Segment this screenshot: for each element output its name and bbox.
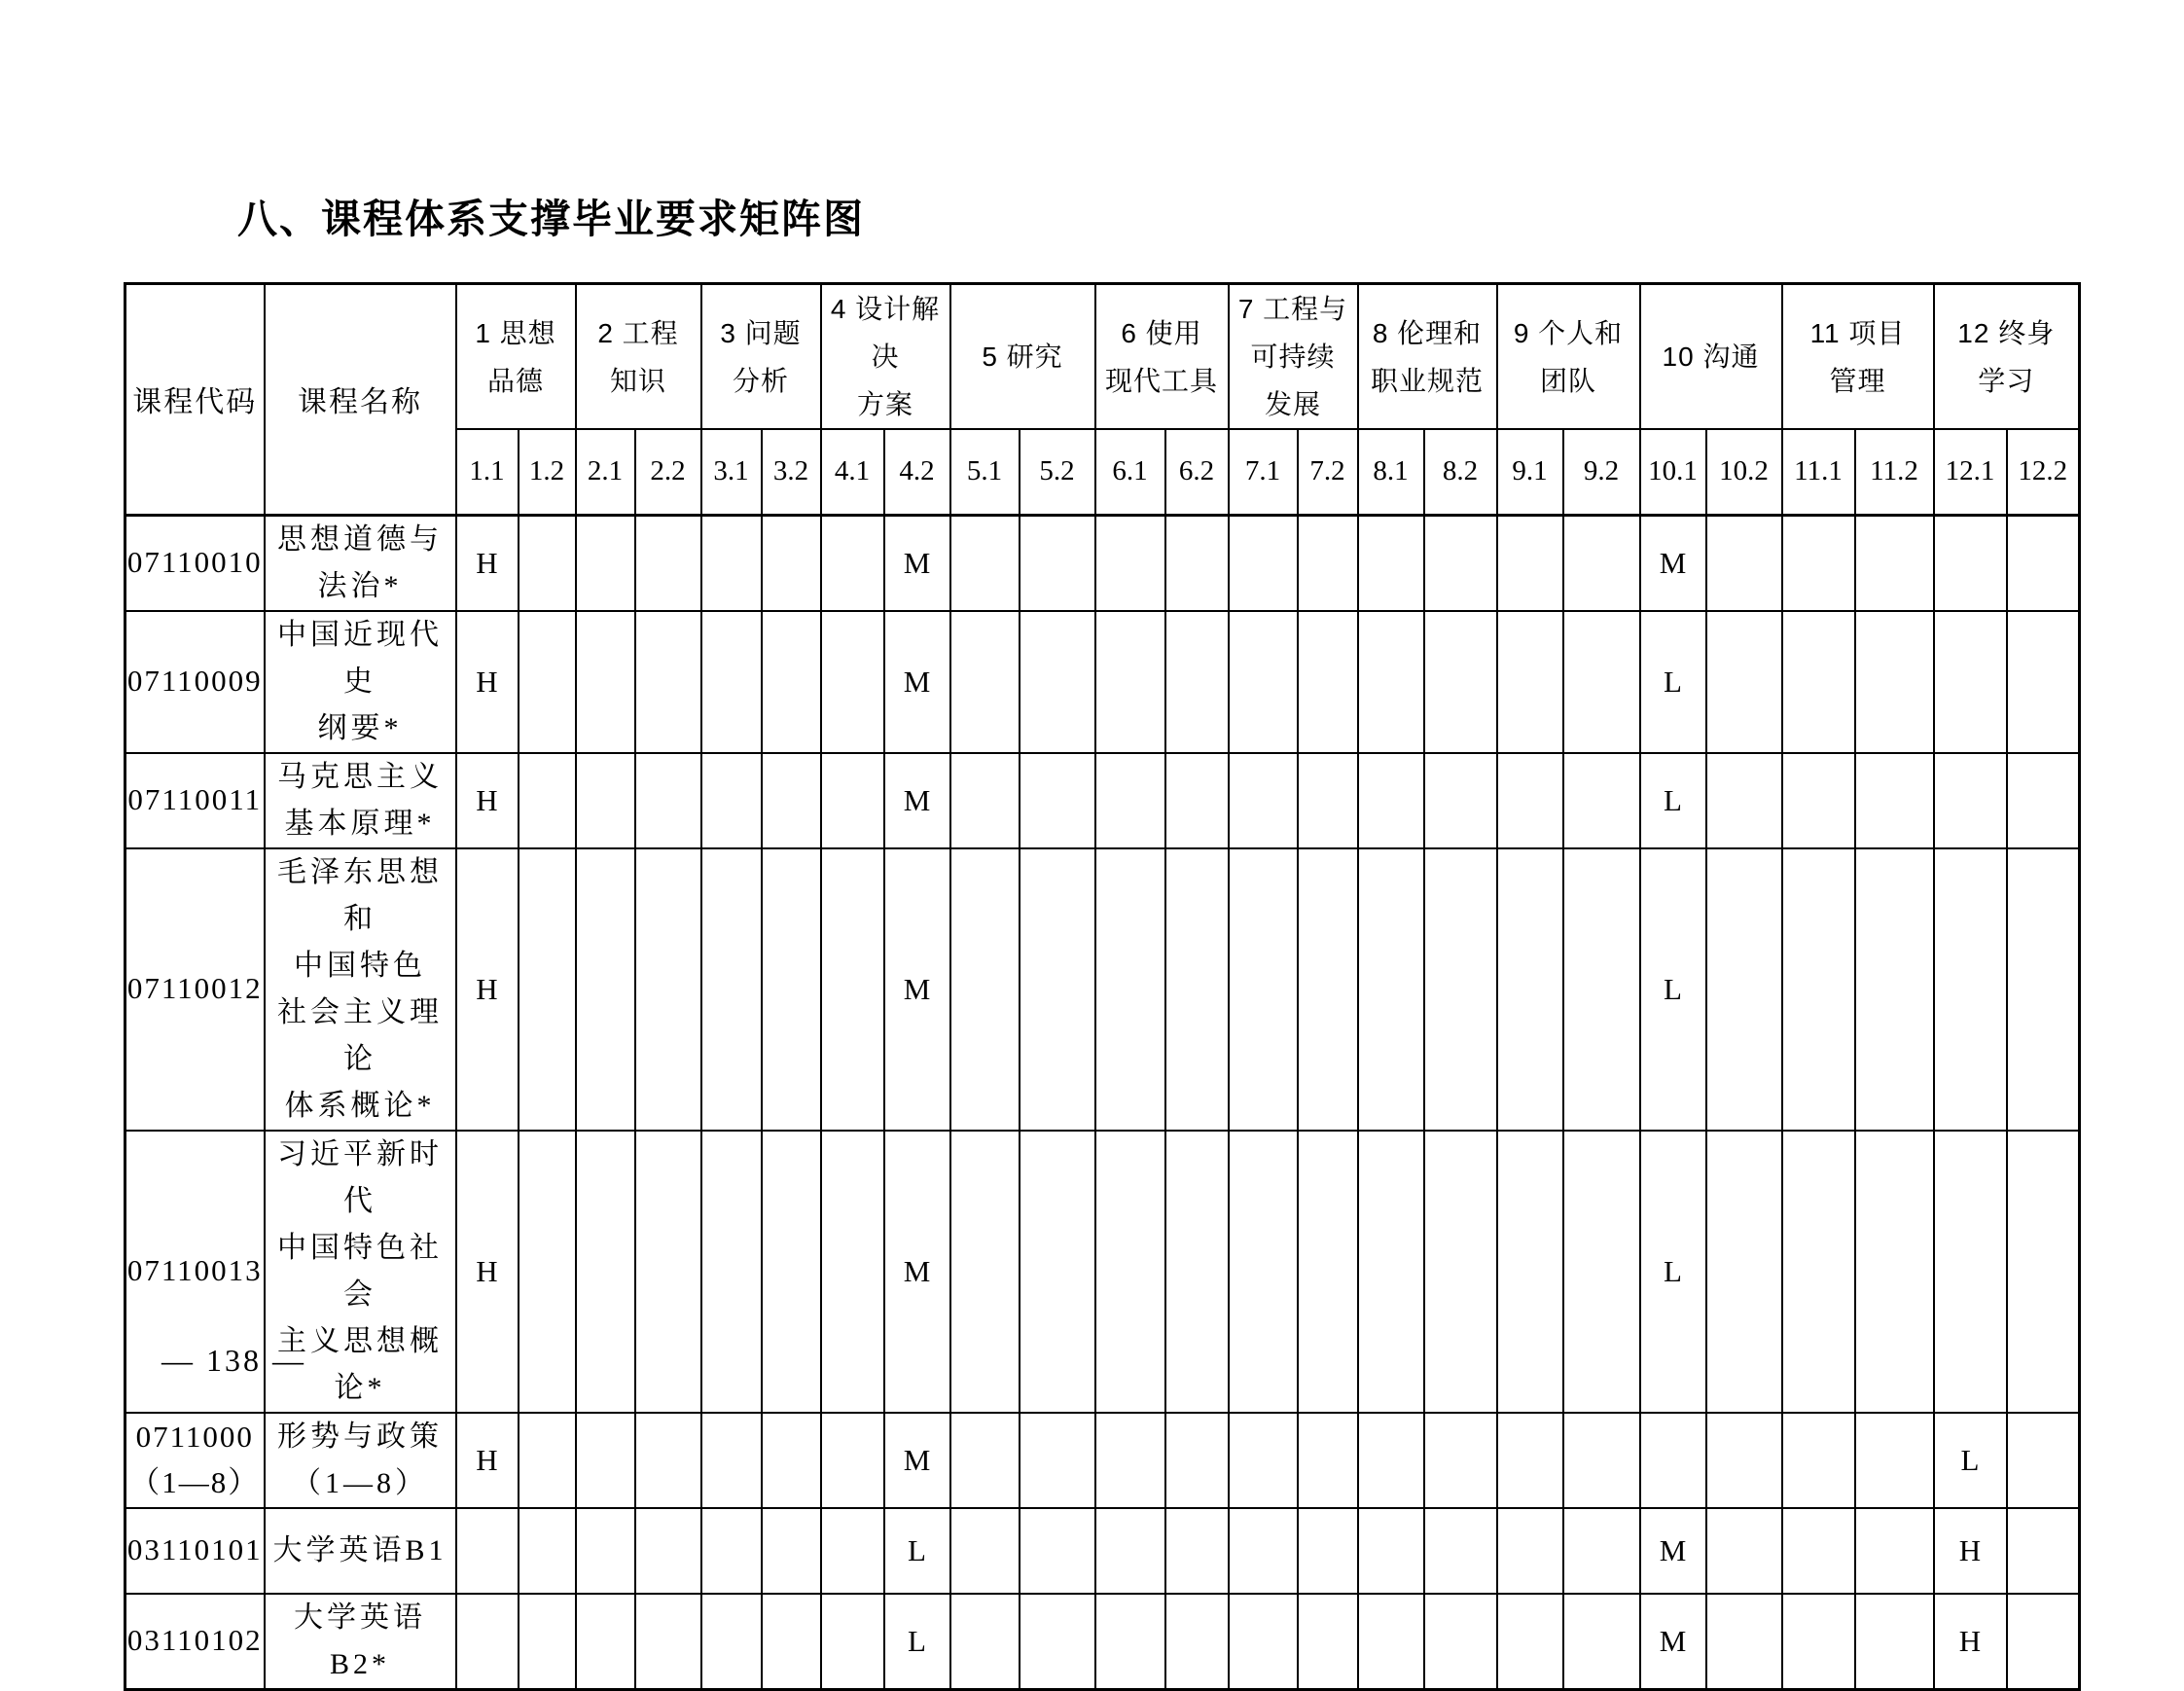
mark-cell-10.2: [1706, 1413, 1782, 1508]
group-header-11: 11 项目 管理: [1782, 284, 1934, 430]
mark-cell-5.1: [950, 753, 1020, 848]
mark-cell-3.1: [701, 611, 762, 753]
sub-header-12.1: 12.1: [1934, 429, 2007, 515]
sub-header-5.2: 5.2: [1020, 429, 1095, 515]
mark-cell-9.2: [1563, 1131, 1640, 1413]
mark-cell-10.2: [1706, 753, 1782, 848]
mark-cell-11.2: [1855, 1131, 1934, 1413]
mark-cell-6.2: [1165, 515, 1229, 611]
sub-header-2.1: 2.1: [576, 429, 635, 515]
course-name-cell: 中国近现代史 纲要*: [265, 611, 456, 753]
sub-header-1.1: 1.1: [456, 429, 519, 515]
mark-cell-6.1: [1095, 1413, 1165, 1508]
mark-cell-6.2: [1165, 1508, 1229, 1594]
mark-cell-4.2: M: [884, 753, 950, 848]
mark-cell-7.1: [1229, 1413, 1298, 1508]
course-row: [125, 1131, 2080, 1413]
course-code-header: 课程代码: [125, 284, 265, 516]
mark-cell-3.1: [701, 1131, 762, 1413]
course-name-header: 课程名称: [265, 284, 456, 516]
course-code-cell: 07110013: [125, 1131, 265, 1413]
course-code-cell: 03110101: [125, 1508, 265, 1594]
mark-cell-12.1: [1934, 611, 2007, 753]
group-header-10: 10 沟通: [1640, 284, 1782, 430]
mark-cell-12.2: [2007, 1413, 2080, 1508]
mark-cell-10.1: L: [1640, 848, 1706, 1131]
mark-cell-2.1: [576, 753, 635, 848]
course-row: [125, 1508, 2080, 1594]
mark-cell-12.1: H: [1934, 1508, 2007, 1594]
course-row: [125, 848, 2080, 1131]
mark-cell-2.1: [576, 1413, 635, 1508]
mark-cell-8.2: [1424, 753, 1497, 848]
mark-cell-2.1: [576, 1594, 635, 1690]
mark-cell-5.2: [1020, 1594, 1095, 1690]
mark-cell-9.1: [1497, 1413, 1563, 1508]
mark-cell-6.2: [1165, 611, 1229, 753]
mark-cell-8.1: [1358, 1131, 1424, 1413]
mark-cell-1.1: H: [456, 1131, 519, 1413]
mark-cell-8.2: [1424, 1413, 1497, 1508]
mark-cell-8.1: [1358, 1413, 1424, 1508]
course-name-cell: 毛泽东思想和 中国特色 社会主义理论 体系概论*: [265, 848, 456, 1131]
mark-cell-5.2: [1020, 1508, 1095, 1594]
mark-cell-4.2: M: [884, 1131, 950, 1413]
course-code-cell: 03110102: [125, 1594, 265, 1690]
sub-header-3.2: 3.2: [762, 429, 821, 515]
mark-cell-9.1: [1497, 1131, 1563, 1413]
mark-cell-11.1: [1782, 611, 1855, 753]
course-name-cell: 习近平新时代 中国特色社会 主义思想概论*: [265, 1131, 456, 1413]
mark-cell-11.2: [1855, 1594, 1934, 1690]
mark-cell-3.2: [762, 1131, 821, 1413]
mark-cell-10.1: [1640, 1413, 1706, 1508]
mark-cell-9.1: [1497, 1594, 1563, 1690]
mark-cell-10.2: [1706, 1131, 1782, 1413]
mark-cell-12.1: [1934, 1131, 2007, 1413]
mark-cell-7.2: [1298, 515, 1358, 611]
sub-header-8.2: 8.2: [1424, 429, 1497, 515]
mark-cell-1.1: [456, 1594, 519, 1690]
mark-cell-5.1: [950, 1508, 1020, 1594]
mark-cell-12.1: H: [1934, 1594, 2007, 1690]
mark-cell-3.2: [762, 753, 821, 848]
group-header-9: 9 个人和 团队: [1497, 284, 1640, 430]
mark-cell-1.2: [519, 611, 576, 753]
mark-cell-6.1: [1095, 515, 1165, 611]
mark-cell-7.1: [1229, 1131, 1298, 1413]
mark-cell-7.2: [1298, 753, 1358, 848]
mark-cell-7.1: [1229, 1508, 1298, 1594]
group-header-12: 12 终身 学习: [1934, 284, 2080, 430]
mark-cell-2.1: [576, 515, 635, 611]
mark-cell-3.2: [762, 1508, 821, 1594]
mark-cell-3.2: [762, 1594, 821, 1690]
sub-header-7.1: 7.1: [1229, 429, 1298, 515]
mark-cell-9.1: [1497, 1508, 1563, 1594]
mark-cell-8.1: [1358, 611, 1424, 753]
mark-cell-5.1: [950, 515, 1020, 611]
group-header-2: 2 工程 知识: [576, 284, 701, 430]
mark-cell-2.1: [576, 848, 635, 1131]
mark-cell-1.1: H: [456, 611, 519, 753]
sub-header-2.2: 2.2: [635, 429, 701, 515]
mark-cell-4.2: M: [884, 1413, 950, 1508]
sub-header-9.1: 9.1: [1497, 429, 1563, 515]
mark-cell-10.1: L: [1640, 611, 1706, 753]
group-header-6: 6 使用 现代工具: [1095, 284, 1229, 430]
mark-cell-2.2: [635, 611, 701, 753]
group-header-5: 5 研究: [950, 284, 1095, 430]
mark-cell-5.1: [950, 1413, 1020, 1508]
mark-cell-3.1: [701, 753, 762, 848]
mark-cell-10.1: L: [1640, 753, 1706, 848]
matrix-body: [125, 515, 2080, 1689]
mark-cell-12.2: [2007, 1131, 2080, 1413]
course-code-cell: 07110012: [125, 848, 265, 1131]
course-row: [125, 1413, 2080, 1508]
mark-cell-8.1: [1358, 848, 1424, 1131]
mark-cell-1.1: H: [456, 515, 519, 611]
mark-cell-4.2: M: [884, 848, 950, 1131]
sub-header-4.1: 4.1: [821, 429, 884, 515]
mark-cell-11.1: [1782, 1508, 1855, 1594]
mark-cell-4.1: [821, 1594, 884, 1690]
mark-cell-6.2: [1165, 1594, 1229, 1690]
mark-cell-9.1: [1497, 611, 1563, 753]
mark-cell-7.2: [1298, 1594, 1358, 1690]
mark-cell-12.2: [2007, 1508, 2080, 1594]
course-code-cell: 07110010: [125, 515, 265, 611]
course-code-cell: 07110011: [125, 753, 265, 848]
mark-cell-11.1: [1782, 1594, 1855, 1690]
mark-cell-12.2: [2007, 1594, 2080, 1690]
mark-cell-2.2: [635, 753, 701, 848]
mark-cell-8.2: [1424, 515, 1497, 611]
mark-cell-11.1: [1782, 753, 1855, 848]
mark-cell-9.1: [1497, 753, 1563, 848]
mark-cell-2.1: [576, 611, 635, 753]
mark-cell-8.1: [1358, 1594, 1424, 1690]
mark-cell-4.2: L: [884, 1594, 950, 1690]
mark-cell-3.1: [701, 1413, 762, 1508]
mark-cell-5.2: [1020, 515, 1095, 611]
mark-cell-11.2: [1855, 515, 1934, 611]
mark-cell-10.1: M: [1640, 515, 1706, 611]
mark-cell-7.2: [1298, 1508, 1358, 1594]
mark-cell-8.2: [1424, 1594, 1497, 1690]
mark-cell-6.1: [1095, 1131, 1165, 1413]
course-name-cell: 马克思主义 基本原理*: [265, 753, 456, 848]
mark-cell-9.2: [1563, 515, 1640, 611]
group-header-7: 7 工程与 可持续 发展: [1229, 284, 1358, 430]
page-number: — 138 —: [161, 1343, 306, 1378]
mark-cell-11.2: [1855, 611, 1934, 753]
mark-cell-12.2: [2007, 848, 2080, 1131]
mark-cell-11.1: [1782, 515, 1855, 611]
mark-cell-2.2: [635, 1131, 701, 1413]
mark-cell-9.1: [1497, 515, 1563, 611]
mark-cell-3.1: [701, 1508, 762, 1594]
mark-cell-2.2: [635, 1413, 701, 1508]
mark-cell-5.1: [950, 1131, 1020, 1413]
mark-cell-7.2: [1298, 848, 1358, 1131]
mark-cell-1.2: [519, 753, 576, 848]
mark-cell-10.1: L: [1640, 1131, 1706, 1413]
mark-cell-2.2: [635, 515, 701, 611]
mark-cell-6.2: [1165, 1413, 1229, 1508]
mark-cell-11.2: [1855, 753, 1934, 848]
mark-cell-3.2: [762, 848, 821, 1131]
mark-cell-10.2: [1706, 848, 1782, 1131]
mark-cell-6.1: [1095, 611, 1165, 753]
mark-cell-7.2: [1298, 611, 1358, 753]
mark-cell-4.1: [821, 753, 884, 848]
sub-header-8.1: 8.1: [1358, 429, 1424, 515]
mark-cell-7.2: [1298, 1131, 1358, 1413]
mark-cell-6.1: [1095, 848, 1165, 1131]
page-title: 八、课程体系支撑毕业要求矩阵图: [237, 197, 865, 241]
course-code-cell: 07110009: [125, 611, 265, 753]
mark-cell-2.1: [576, 1508, 635, 1594]
mark-cell-6.1: [1095, 1508, 1165, 1594]
mark-cell-11.2: [1855, 1413, 1934, 1508]
mark-cell-4.1: [821, 515, 884, 611]
matrix-header: [125, 284, 2080, 516]
mark-cell-7.1: [1229, 611, 1298, 753]
mark-cell-10.1: M: [1640, 1594, 1706, 1690]
sub-header-10.2: 10.2: [1706, 429, 1782, 515]
mark-cell-9.2: [1563, 848, 1640, 1131]
mark-cell-3.1: [701, 515, 762, 611]
mark-cell-10.2: [1706, 611, 1782, 753]
mark-cell-10.2: [1706, 1594, 1782, 1690]
group-header-8: 8 伦理和 职业规范: [1358, 284, 1497, 430]
mark-cell-6.2: [1165, 1131, 1229, 1413]
course-row: [125, 1594, 2080, 1690]
mark-cell-4.2: L: [884, 1508, 950, 1594]
mark-cell-4.2: M: [884, 515, 950, 611]
mark-cell-4.1: [821, 1508, 884, 1594]
mark-cell-11.1: [1782, 1131, 1855, 1413]
sub-header-1.2: 1.2: [519, 429, 576, 515]
mark-cell-6.2: [1165, 753, 1229, 848]
mark-cell-2.2: [635, 848, 701, 1131]
mark-cell-12.1: [1934, 848, 2007, 1131]
course-row: [125, 753, 2080, 848]
sub-header-12.2: 12.2: [2007, 429, 2080, 515]
mark-cell-10.2: [1706, 515, 1782, 611]
sub-header-7.2: 7.2: [1298, 429, 1358, 515]
mark-cell-5.1: [950, 611, 1020, 753]
mark-cell-7.1: [1229, 848, 1298, 1131]
mark-cell-2.2: [635, 1594, 701, 1690]
mark-cell-5.2: [1020, 611, 1095, 753]
mark-cell-4.1: [821, 1131, 884, 1413]
sub-header-11.2: 11.2: [1855, 429, 1934, 515]
mark-cell-1.2: [519, 1508, 576, 1594]
mark-cell-7.2: [1298, 1413, 1358, 1508]
mark-cell-6.1: [1095, 1594, 1165, 1690]
sub-header-3.1: 3.1: [701, 429, 762, 515]
mark-cell-6.1: [1095, 753, 1165, 848]
mark-cell-9.2: [1563, 1594, 1640, 1690]
sub-header-5.1: 5.1: [950, 429, 1020, 515]
mark-cell-4.1: [821, 1413, 884, 1508]
mark-cell-2.1: [576, 1131, 635, 1413]
sub-header-4.2: 4.2: [884, 429, 950, 515]
course-row: [125, 515, 2080, 611]
sub-header-6.2: 6.2: [1165, 429, 1229, 515]
course-name-cell: 大学英语B1: [265, 1508, 456, 1594]
sub-header-9.2: 9.2: [1563, 429, 1640, 515]
mark-cell-11.1: [1782, 848, 1855, 1131]
mark-cell-8.2: [1424, 611, 1497, 753]
mark-cell-1.1: H: [456, 1413, 519, 1508]
mark-cell-5.2: [1020, 753, 1095, 848]
mark-cell-8.1: [1358, 515, 1424, 611]
sub-header-10.1: 10.1: [1640, 429, 1706, 515]
mark-cell-1.2: [519, 848, 576, 1131]
course-name-cell: 形势与政策 （1—8）: [265, 1413, 456, 1508]
mark-cell-9.2: [1563, 1413, 1640, 1508]
mark-cell-4.1: [821, 848, 884, 1131]
mark-cell-8.2: [1424, 848, 1497, 1131]
mark-cell-1.2: [519, 515, 576, 611]
mark-cell-11.2: [1855, 848, 1934, 1131]
mark-cell-9.2: [1563, 1508, 1640, 1594]
mark-cell-9.2: [1563, 753, 1640, 848]
mark-cell-12.1: [1934, 515, 2007, 611]
sub-header-11.1: 11.1: [1782, 429, 1855, 515]
mark-cell-12.2: [2007, 753, 2080, 848]
mark-cell-4.1: [821, 611, 884, 753]
mark-cell-1.2: [519, 1413, 576, 1508]
mark-cell-1.2: [519, 1594, 576, 1690]
mark-cell-3.2: [762, 515, 821, 611]
mark-cell-11.1: [1782, 1413, 1855, 1508]
mark-cell-1.2: [519, 1131, 576, 1413]
mark-cell-3.2: [762, 611, 821, 753]
mark-cell-3.2: [762, 1413, 821, 1508]
mark-cell-7.1: [1229, 1594, 1298, 1690]
mark-cell-12.1: L: [1934, 1413, 2007, 1508]
mark-cell-4.2: M: [884, 611, 950, 753]
mark-cell-8.2: [1424, 1508, 1497, 1594]
mark-cell-10.2: [1706, 1508, 1782, 1594]
mark-cell-8.1: [1358, 753, 1424, 848]
mark-cell-8.2: [1424, 1131, 1497, 1413]
mark-cell-3.1: [701, 848, 762, 1131]
mark-cell-5.2: [1020, 1413, 1095, 1508]
mark-cell-11.2: [1855, 1508, 1934, 1594]
mark-cell-7.1: [1229, 515, 1298, 611]
mark-cell-7.1: [1229, 753, 1298, 848]
mark-cell-1.1: H: [456, 753, 519, 848]
group-header-1: 1 思想 品德: [456, 284, 576, 430]
mark-cell-10.1: M: [1640, 1508, 1706, 1594]
mark-cell-12.2: [2007, 515, 2080, 611]
mark-cell-6.2: [1165, 848, 1229, 1131]
mark-cell-3.1: [701, 1594, 762, 1690]
mark-cell-1.1: [456, 1508, 519, 1594]
course-name-cell: 思想道德与 法治*: [265, 515, 456, 611]
mark-cell-9.2: [1563, 611, 1640, 753]
course-support-matrix-table: [124, 282, 2081, 1691]
mark-cell-1.1: H: [456, 848, 519, 1131]
mark-cell-8.1: [1358, 1508, 1424, 1594]
mark-cell-2.2: [635, 1508, 701, 1594]
mark-cell-5.2: [1020, 1131, 1095, 1413]
mark-cell-5.1: [950, 848, 1020, 1131]
mark-cell-5.2: [1020, 848, 1095, 1131]
mark-cell-12.2: [2007, 611, 2080, 753]
mark-cell-9.1: [1497, 848, 1563, 1131]
course-row: [125, 611, 2080, 753]
mark-cell-12.1: [1934, 753, 2007, 848]
group-header-4: 4 设计解决 方案: [821, 284, 950, 430]
mark-cell-5.1: [950, 1594, 1020, 1690]
sub-header-6.1: 6.1: [1095, 429, 1165, 515]
group-header-3: 3 问题 分析: [701, 284, 821, 430]
course-code-cell: 0711000 （1—8）: [125, 1413, 265, 1508]
course-name-cell: 大学英语B2*: [265, 1594, 456, 1690]
